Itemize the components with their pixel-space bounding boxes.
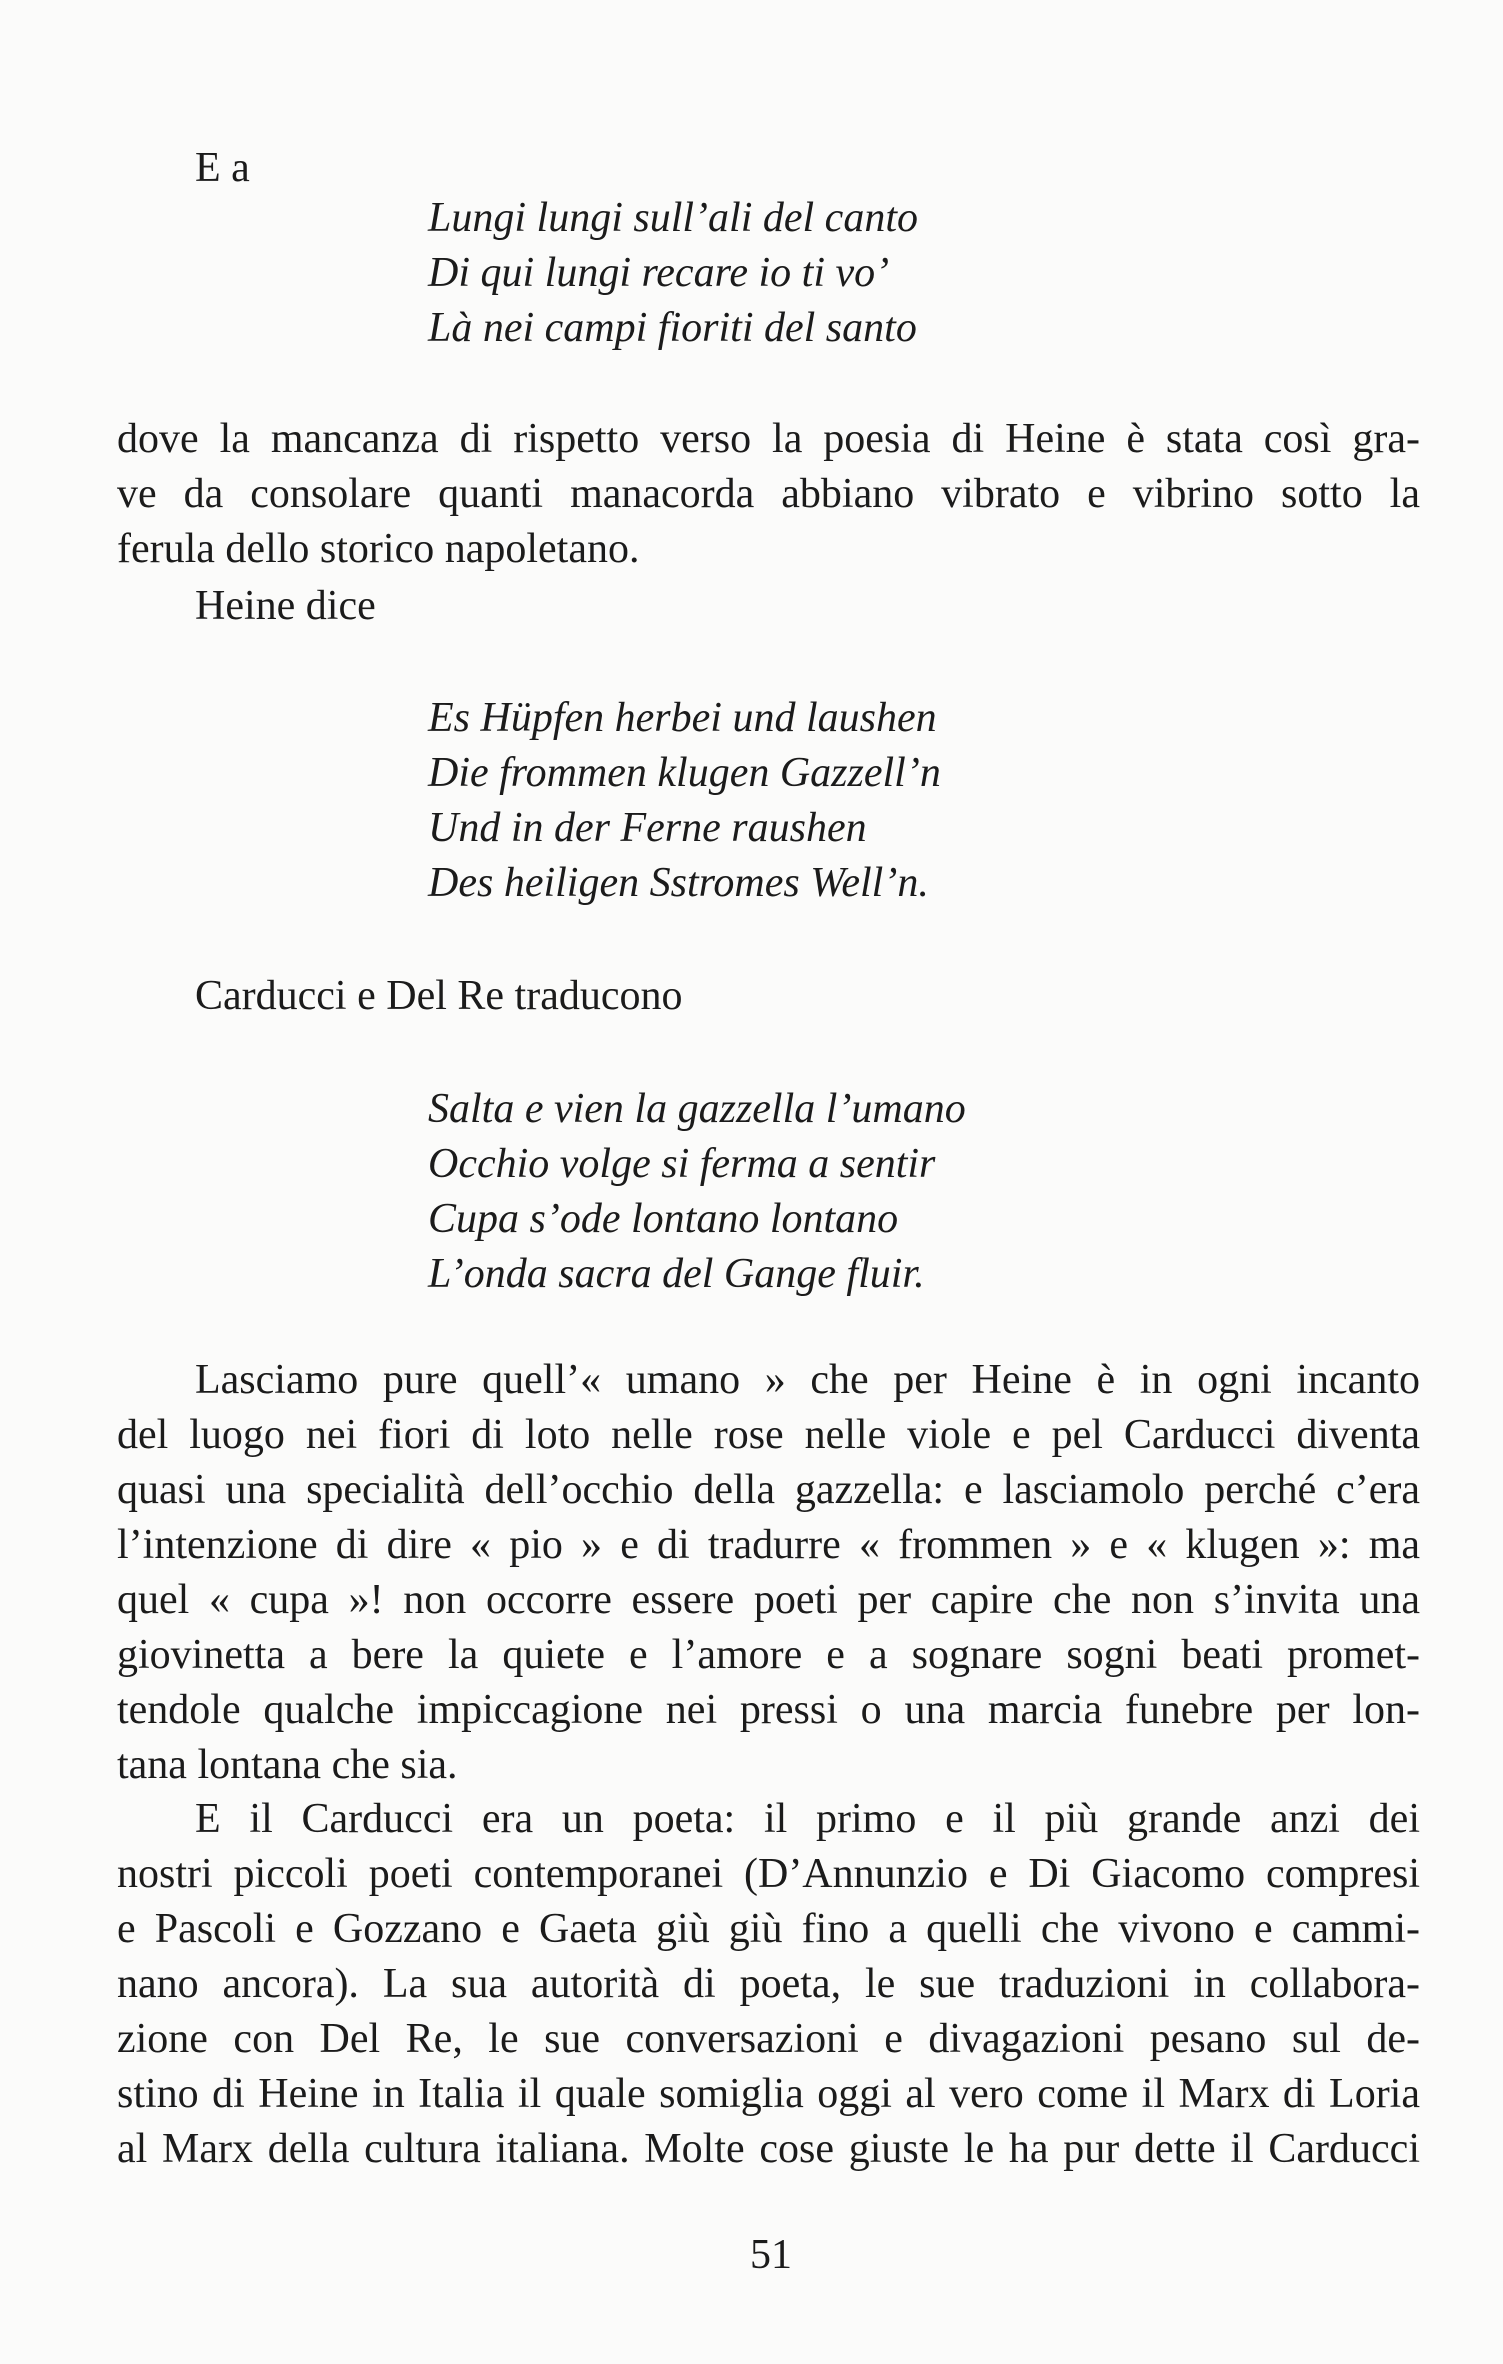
paragraph-mancanza-rispetto [117,412,1420,577]
paragraph-line: tana lontana che sia. [117,1742,458,1788]
poem-heine-original-excerpt [428,191,918,356]
poem-line: Die frommen klugen Gazzell’n [428,750,941,796]
poem-line: Lungi lungi sull’ali del canto [428,195,918,241]
paragraph-line: Lasciamo pure quell’« umano » che per Heine è in ogni incanto [195,1357,1420,1403]
paragraph-carducci-poeta [117,1792,1420,2177]
paragraph-line: del luogo nei fiori di loto nelle rose nelle viole e pel Carducci diventa [117,1412,1420,1458]
poem-line: L’onda sacra del Gange fluir. [428,1251,925,1297]
poem-line: Und in der Ferne raushen [428,805,867,851]
page-number: 51 [750,2232,792,2278]
paragraph-line: tendole qualche impiccagione nei pressi o una marcia funebre per lon- [117,1687,1420,1733]
paragraph-line: nano ancora). La sua autorità di poeta, le sue traduzioni in collabora- [117,1961,1420,2007]
paragraph-line: l’intenzione di dire « pio » e di tradurre « frommen » e « klugen »: ma [117,1522,1420,1568]
poem-line: Cupa s’ode lontano lontano [428,1196,899,1242]
paragraph-line: ferula dello storico napoletano. [117,526,640,572]
paragraph-line: e Pascoli e Gozzano e Gaeta giù giù fino a quelli che vivono e cammi- [117,1906,1420,1952]
poem-line: Di qui lungi recare io ti vo’ [428,250,890,296]
paragraph-line: al Marx della cultura italiana. Molte cose giuste le ha pur dette il Carducci [117,2126,1420,2172]
poem-german-original [428,691,941,911]
paragraph-line: giovinetta a bere la quiete e l’amore e a sognare sogni beati promet- [117,1632,1420,1678]
poem-line: Es Hüpfen herbei und laushen [428,695,937,741]
paragraph-line: nostri piccoli poeti contemporanei (D’Annunzio e Di Giacomo compresi [117,1851,1420,1897]
poem-line: Occhio volge si ferma a sentir [428,1141,936,1187]
paragraph-line: dove la mancanza di rispetto verso la poesia di Heine è stata così gra- [117,416,1420,462]
paragraph-line: stino di Heine in Italia il quale somiglia oggi al vero come il Marx di Loria [117,2071,1420,2117]
paragraph-line: quel « cupa »! non occorre essere poeti per capire che non s’invita una [117,1577,1420,1623]
paragraph-line: quasi una specialità dell’occhio della gazzella: e lasciamolo perché c’era [117,1467,1420,1513]
poem-italian-translation [428,1082,966,1302]
poem-line: Des heiligen Sstromes Well’n. [428,860,929,906]
paragraph-lasciamo-pure [117,1353,1420,1793]
paragraph-line: zione con Del Re, le sue conversazioni e divagazioni pesano sul de- [117,2016,1420,2062]
paragraph-line: E il Carducci era un poeta: il primo e il più grande anzi dei [195,1796,1420,1842]
heine-dice-line: Heine dice [195,583,376,629]
intro-line: E a [195,145,250,191]
poem-line: Salta e vien la gazzella l’umano [428,1086,966,1132]
paragraph-line: ve da consolare quanti manacorda abbiano vibrato e vibrino sotto la [117,471,1420,517]
carducci-intro-line: Carducci e Del Re traducono [195,973,683,1019]
poem-line: Là nei campi fioriti del santo [428,305,917,351]
